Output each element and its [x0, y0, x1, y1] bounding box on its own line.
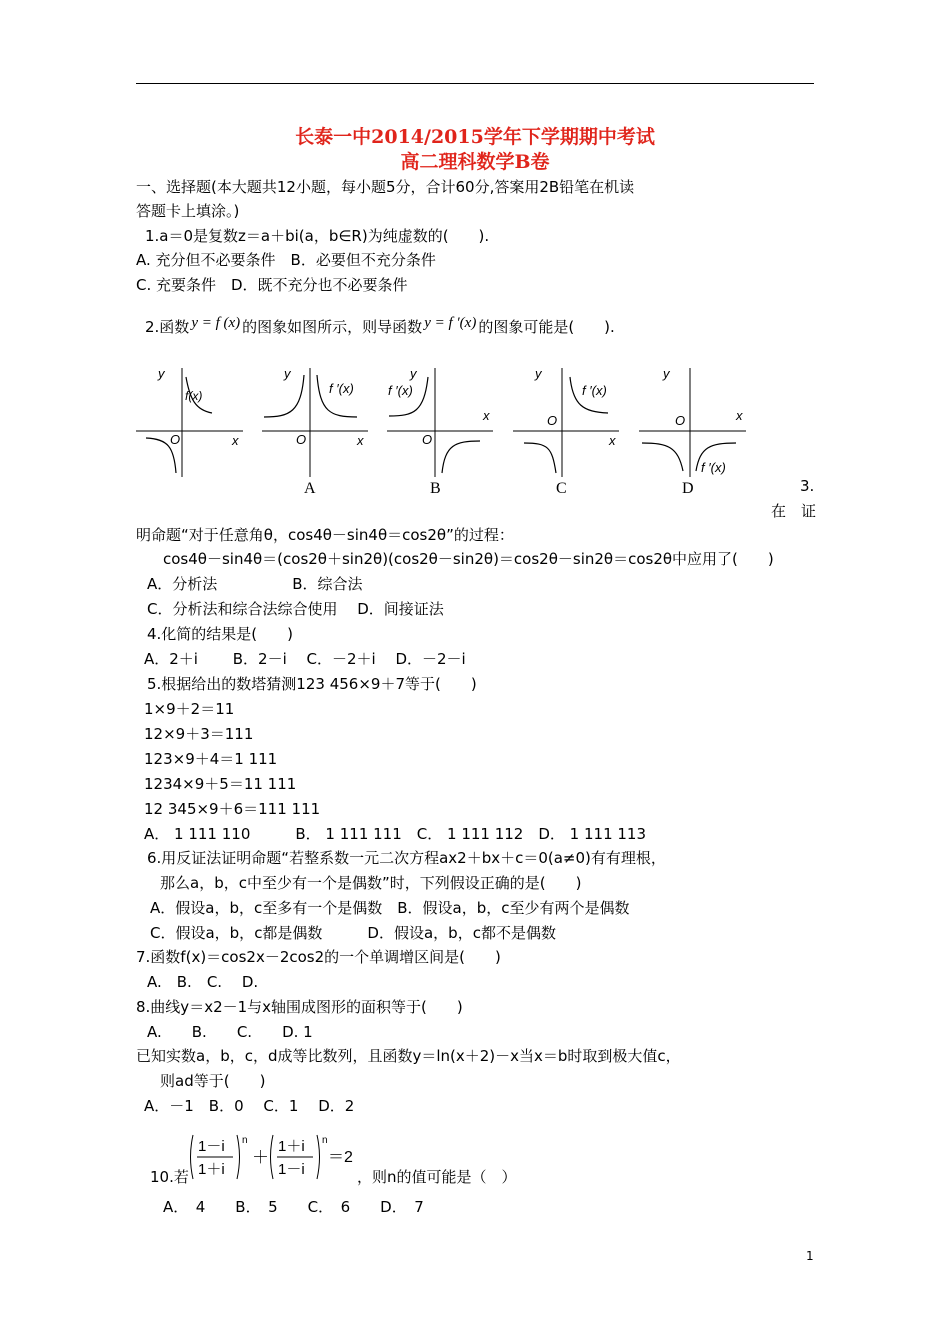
- q4-stem: 4.化简的结果是( ): [147, 625, 294, 643]
- q1-options-2: C. 充要条件 D．既不充分也不必要条件: [136, 276, 408, 294]
- q2-mid: 的图象如图所示，则导函数: [242, 318, 423, 336]
- graph-d-curve-left: [642, 443, 683, 471]
- q10-left-paren-b: [271, 1135, 274, 1179]
- graph-a-label: f ′(x): [329, 381, 354, 396]
- graph-fx-label: f(x): [185, 389, 203, 403]
- graph-c-origin: O: [547, 413, 558, 428]
- q10-formula: [189, 1133, 369, 1181]
- q8-stem: 8.曲线y＝x2－1与x轴围成图形的面积等于( ): [136, 998, 463, 1016]
- q10-denominator-b: 1－i: [278, 1161, 305, 1178]
- graph-b-label: f ′(x): [388, 383, 413, 398]
- graph-fx-x-label: x: [232, 433, 239, 448]
- graph-b-curve-right: [442, 441, 480, 473]
- graph-b: [387, 366, 493, 477]
- graph-d-label: f ′(x): [701, 460, 726, 475]
- q1-options-1: A. 充分但不必要条件 B．必要但不充分条件: [136, 251, 436, 269]
- exam-subtitle: 高二理科数学B卷: [400, 151, 550, 173]
- instructions-line-2: 答题卡上填涂。): [136, 202, 240, 220]
- q10-post: ，则n的值可能是（ ）: [357, 1168, 517, 1186]
- q3-options-2: C．分析法和综合法综合使用 D．间接证法: [147, 600, 444, 618]
- q10-numerator-a: 1－i: [198, 1138, 225, 1155]
- graph-d-y-label: y: [663, 366, 670, 381]
- q5-tower-1: 1×9＋2＝11: [144, 700, 235, 718]
- q2-pre: 2.函数: [145, 318, 190, 336]
- q9-stem-2: 则ad等于( ): [160, 1072, 266, 1090]
- graph-b-x-label: x: [483, 408, 490, 423]
- q8-options: A. B. C. D. 1: [147, 1023, 313, 1041]
- q3-line-2: cos4θ－sin4θ＝(cos2θ＋sin2θ)(cos2θ－sin2θ)＝cos2θ－sin2θ＝cos2θ中应用了( ): [163, 550, 774, 568]
- q3-line-1: 明命题“对于任意角θ，cos4θ－sin4θ＝cos2θ”的过程：: [136, 526, 514, 544]
- graph-caption-a: A: [304, 480, 316, 497]
- q6-options-1: A．假设a，b，c至多有一个是偶数 B．假设a，b，c至少有两个是偶数: [150, 899, 630, 917]
- q6-stem-2: 那么a，b，c中至少有一个是偶数”时，下列假设正确的是( ): [160, 874, 582, 892]
- q2-stem: [145, 317, 615, 338]
- graph-b-origin: O: [422, 432, 433, 447]
- q7-options: A. B. C. D.: [147, 973, 259, 991]
- q5-stem: 5.根据给出的数塔猜测123 456×9＋7等于( ): [147, 675, 477, 693]
- q10-options: A． 4 B． 5 C． 6 D． 7: [163, 1198, 424, 1216]
- q10-rhs: ＝2: [328, 1149, 353, 1166]
- q10-right-paren-b: [317, 1135, 320, 1179]
- q2-post: 的图象可能是( ).: [478, 318, 615, 336]
- q2-expr-f: y = f (x): [191, 315, 241, 331]
- graph-a-curve-left: [264, 375, 304, 417]
- q5-tower-3: 123×9＋4＝1 111: [144, 750, 278, 768]
- q7-stem: 7.函数f(x)＝cos2x－2cos2的一个单调增区间是( ): [136, 948, 501, 966]
- graph-a: [262, 366, 368, 477]
- q6-options-2: C．假设a，b，c都是偶数 D．假设a，b，c都不是偶数: [150, 924, 556, 942]
- graph-d-x-label: x: [736, 408, 743, 423]
- graph-c-curve-left: [524, 443, 556, 473]
- q10-denominator-a: 1＋i: [198, 1161, 225, 1178]
- graph-caption-b: B: [430, 480, 441, 497]
- graph-a-y-label: y: [284, 366, 291, 381]
- q3-options-1: A．分析法 B．综合法: [147, 575, 363, 593]
- graph-a-origin: O: [296, 432, 307, 447]
- q1-stem: 1.a＝0是复数z＝a＋bi(a，b∈R)为纯虚数的( ).: [145, 227, 490, 245]
- graph-d: [639, 366, 746, 477]
- q10-numerator-b: 1＋i: [278, 1138, 305, 1155]
- q10-exponent-b: n: [322, 1135, 328, 1146]
- exam-title: 长泰一中2014/2015学年下学期期中考试: [295, 126, 655, 148]
- graph-fx-y-label: y: [158, 366, 165, 381]
- q10-plus: ＋: [252, 1148, 269, 1167]
- q3-wrap-text: 在 证: [771, 502, 817, 520]
- graph-fx: [136, 366, 243, 477]
- q2-expr-fprime: y = f ′(x): [424, 315, 477, 331]
- q6-stem-1: 6.用反证法证明命题“若整系数一元二次方程ax2＋bx＋c＝0(a≠0)有有理根，: [147, 849, 666, 867]
- header-rule: [136, 83, 814, 84]
- q9-options: A．－1 B．0 C．1 D．2: [144, 1097, 355, 1115]
- q5-options: A． 1 111 110 B． 1 111 111 C． 1 111 112 D． 1 111 113: [144, 825, 647, 843]
- q9-stem-1: 已知实数a，b，c，d成等比数列，且函数y＝ln(x＋2)－x当x＝b时取到极大值c，: [136, 1047, 681, 1065]
- graph-c-label: f ′(x): [582, 383, 607, 398]
- q10-exponent-a: n: [242, 1135, 248, 1146]
- q4-options: A．2＋i B．2－i C．－2＋i D．－2－i: [144, 650, 466, 668]
- q10-pre: 10.若: [150, 1168, 189, 1186]
- graph-caption-c: C: [556, 480, 567, 497]
- q5-tower-2: 12×9＋3＝111: [144, 725, 254, 743]
- graph-caption-d: D: [682, 480, 694, 497]
- graph-fx-origin: O: [170, 432, 181, 447]
- q10-right-paren-a: [237, 1135, 240, 1179]
- q5-tower-5: 12 345×9＋6＝111 111: [144, 800, 321, 818]
- graph-b-y-label: y: [410, 366, 417, 381]
- q5-tower-4: 1234×9＋5＝11 111: [144, 775, 297, 793]
- page-number: 1: [806, 1249, 814, 1263]
- graph-a-x-label: x: [357, 433, 364, 448]
- q3-number: 3.: [800, 477, 815, 495]
- graph-c-y-label: y: [535, 366, 542, 381]
- graph-d-origin: O: [675, 413, 686, 428]
- q10-left-paren-a: [191, 1135, 194, 1179]
- instructions-line-1: 一、选择题(本大题共12小题，每小题5分，合计60分,答案用2B铅笔在机读: [136, 178, 635, 196]
- graph-c: [513, 366, 619, 477]
- graph-c-x-label: x: [609, 433, 616, 448]
